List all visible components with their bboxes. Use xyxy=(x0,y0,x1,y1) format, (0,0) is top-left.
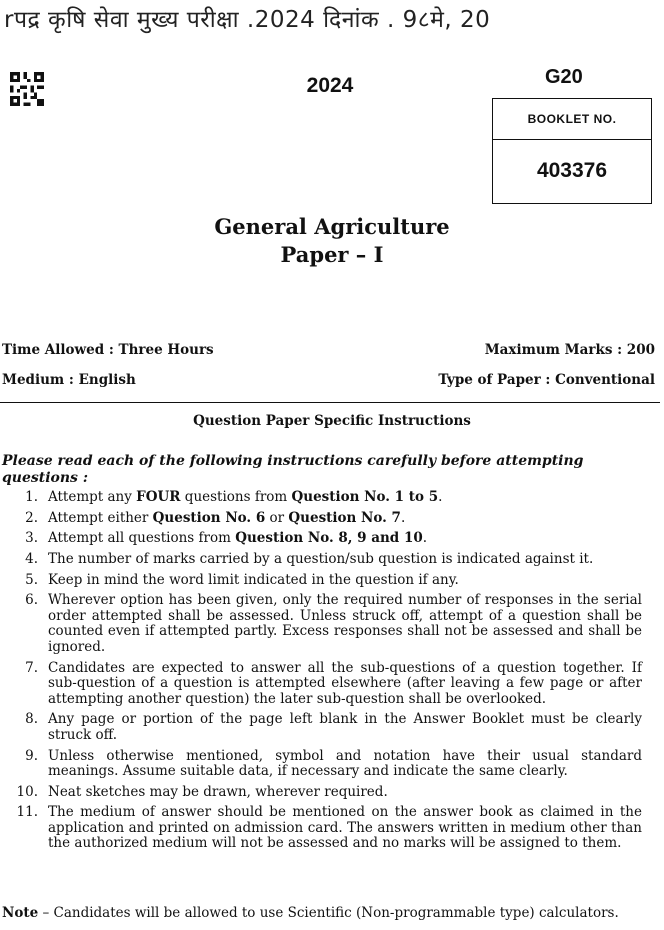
instruction-text xyxy=(48,552,642,568)
note-text: – Candidates will be allowed to use Scientific (Non-programmable type) calculators. xyxy=(38,905,619,921)
instruction-emphasis: Question No. 7 xyxy=(288,509,401,526)
instruction-number: 3. xyxy=(25,530,38,547)
instruction-fragment: . xyxy=(422,530,428,547)
exam-year: 2024 xyxy=(306,74,354,97)
instruction-number: 5. xyxy=(25,571,38,588)
instruction-item xyxy=(0,552,664,568)
instruction-fragment: Any page or portion of the page left blank in the Answer Booklet must be clearly struck off. xyxy=(48,711,642,743)
instructions-heading: Question Paper Specific Instructions xyxy=(193,413,471,429)
handwritten-header: rपद्र कृषि सेवा मुख्य परीक्षा .2024 दिनांक . 9८मे, 20 xyxy=(4,7,491,33)
paper-code: G20 xyxy=(545,66,583,88)
instruction-number: 6. xyxy=(25,592,38,609)
instruction-number: 7. xyxy=(25,659,38,676)
instruction-fragment: Keep in mind the word limit indicated in the question if any. xyxy=(48,571,459,588)
divider xyxy=(0,402,660,403)
instruction-number: 10. xyxy=(16,783,38,800)
instruction-number: 11. xyxy=(16,804,38,821)
instruction-emphasis: FOUR xyxy=(136,489,181,505)
booklet-number: 403376 xyxy=(536,159,608,182)
instruction-text xyxy=(48,511,642,527)
instruction-text xyxy=(48,785,642,801)
instruction-item xyxy=(0,490,664,506)
instruction-item xyxy=(0,712,664,743)
instruction-fragment: Candidates are expected to answer all the sub-questions of a question together. If sub-question of a question is attempted elsewhere (after leaving a few page or after attempting another question) the later sub-question shall be overlooked. xyxy=(48,659,642,707)
instruction-item xyxy=(0,593,664,655)
instruction-item xyxy=(0,785,664,801)
instruction-item xyxy=(0,511,664,527)
instruction-fragment: questions from xyxy=(180,489,292,505)
instruction-fragment: Attempt any xyxy=(48,489,137,505)
instruction-item xyxy=(0,749,664,780)
instruction-fragment: The medium of answer should be mentioned on the answer book as claimed in the application and printed on admission card. The answers written in medium other than the authorized medium will not be assessed and no marks will be assigned to them. xyxy=(48,804,642,852)
instruction-number: 9. xyxy=(25,747,38,764)
instruction-text xyxy=(48,661,642,708)
instruction-fragment: The number of marks carried by a question/sub question is indicated against it. xyxy=(48,551,594,568)
booklet-label: BOOKLET NO. xyxy=(493,99,651,140)
instruction-text xyxy=(48,573,642,589)
note xyxy=(2,905,619,921)
note-label: Note xyxy=(2,905,39,921)
instruction-fragment: Neat sketches may be drawn, wherever required. xyxy=(48,783,388,800)
instruction-text xyxy=(48,712,642,743)
instruction-fragment: . xyxy=(400,509,406,526)
time-allowed: Time Allowed : Three Hours xyxy=(2,342,214,358)
instructions-list xyxy=(0,490,664,857)
instruction-number: 2. xyxy=(25,509,38,526)
instruction-number: 8. xyxy=(25,711,38,728)
instruction-item xyxy=(0,805,664,852)
instruction-item xyxy=(0,531,664,547)
instruction-emphasis: Question No. 6 xyxy=(152,509,266,526)
instruction-emphasis: Question No. 1 to 5 xyxy=(291,489,439,505)
instruction-emphasis: Question No. 8, 9 and 10 xyxy=(235,530,423,547)
instruction-text xyxy=(48,749,642,780)
paper-title: Paper – I xyxy=(280,242,384,267)
instruction-item xyxy=(0,573,664,589)
instruction-fragment: Wherever option has been given, only the required number of responses in the serial order attempted shall be assessed. Unless struck off, attempt of a question shall be counted even if attempted partly. Excess responses shall not be assessed and shall be ignored. xyxy=(48,592,642,655)
instruction-number: 4. xyxy=(25,551,38,568)
instruction-fragment: Unless otherwise mentioned, symbol and notation have their usual standard meanings. Assume suitable data, if necessary and indicate the same clearly. xyxy=(48,747,642,779)
subject-title: General Agriculture xyxy=(214,214,450,239)
medium: Medium : English xyxy=(2,372,136,388)
instruction-fragment: or xyxy=(265,509,289,526)
booklet-number-box xyxy=(492,98,652,204)
paper-type: Type of Paper : Conventional xyxy=(438,372,655,388)
instruction-number: 1. xyxy=(25,489,38,505)
instruction-text xyxy=(48,490,642,506)
instruction-fragment: . xyxy=(438,489,443,505)
maximum-marks: Maximum Marks : 200 xyxy=(484,342,655,358)
instruction-fragment: Attempt either xyxy=(48,509,153,526)
instructions-lead: Please read each of the following instructions carefully before attempting questions : xyxy=(2,453,584,486)
instruction-text xyxy=(48,531,642,547)
instruction-item xyxy=(0,661,664,708)
instruction-text xyxy=(48,593,642,655)
instruction-fragment: Attempt all questions from xyxy=(48,530,236,547)
instruction-text xyxy=(48,805,642,852)
